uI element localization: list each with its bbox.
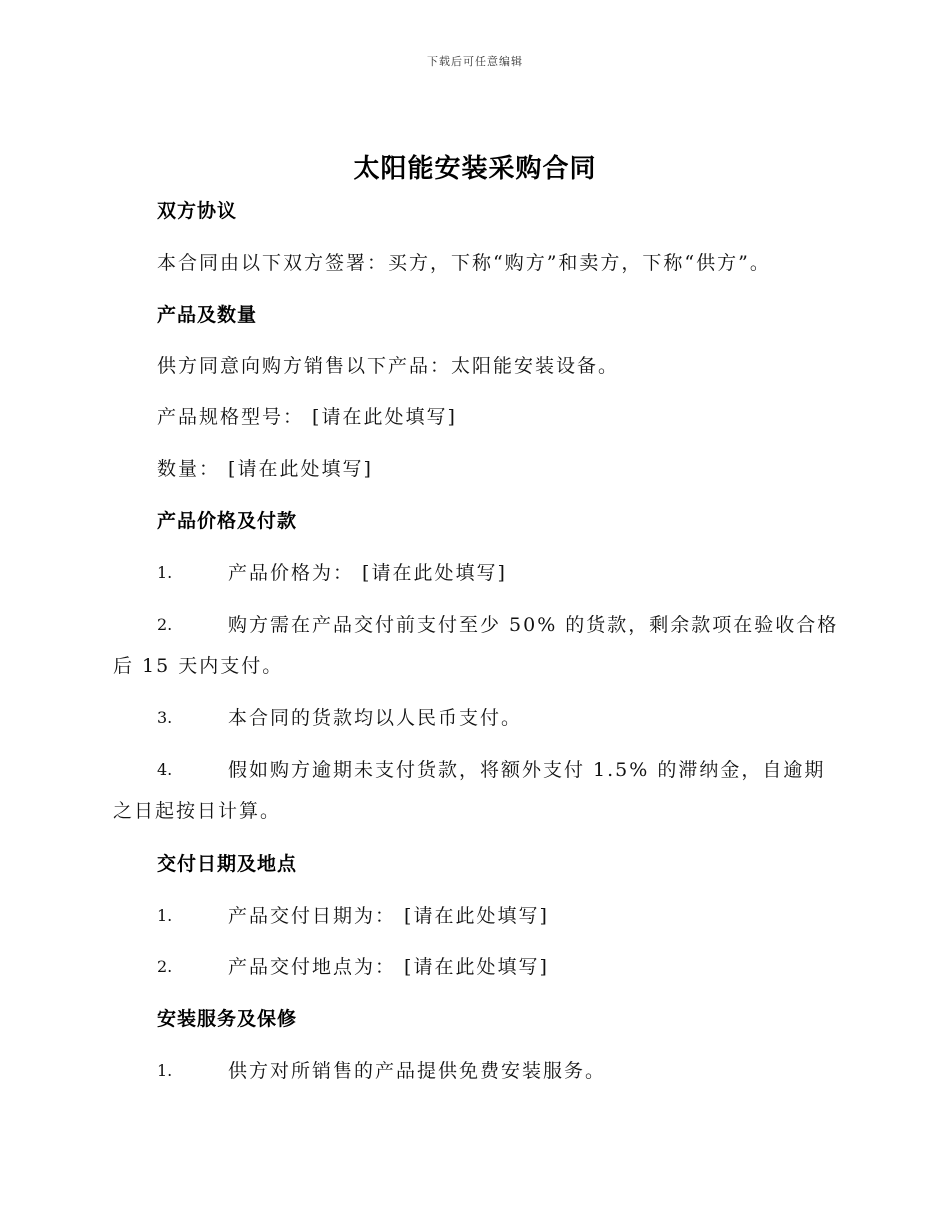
- page-header-note: 下载后可任意编辑: [427, 55, 523, 68]
- list-item-text: 供方对所销售的产品提供免费安装服务。: [228, 1060, 607, 1082]
- list-item-continuation: 后 15 天内支付。: [113, 655, 284, 677]
- section-heading-installation-warranty: 安装服务及保修: [157, 1008, 298, 1030]
- list-item-number: 1.: [157, 1061, 173, 1080]
- product-paragraph: 供方同意向购方销售以下产品：太阳能安装设备。: [157, 355, 620, 377]
- list-item-text: 购方需在产品交付前支付至少 50% 的货款，剩余款项在验收合格: [228, 614, 839, 636]
- section-heading-price-payment: 产品价格及付款: [157, 510, 298, 532]
- list-item-number: 1.: [157, 906, 173, 925]
- list-item-number: 3.: [157, 708, 173, 727]
- document-title: 太阳能安装采购合同: [353, 154, 597, 184]
- list-item-text: 产品交付地点为： [请在此处填写]: [228, 956, 549, 978]
- list-item-text: 本合同的货款均以人民币支付。: [228, 707, 523, 729]
- list-item-text: 产品价格为： [请在此处填写]: [228, 562, 507, 584]
- list-item-number: 4.: [157, 760, 173, 779]
- section-heading-delivery: 交付日期及地点: [157, 853, 298, 875]
- list-item-text: 产品交付日期为： [请在此处填写]: [228, 905, 549, 927]
- parties-paragraph: 本合同由以下双方签署：买方，下称“购方”和卖方，下称“供方”。: [157, 252, 771, 274]
- product-spec-field: 产品规格型号： [请在此处填写]: [157, 406, 457, 428]
- list-item-number: 2.: [157, 615, 173, 634]
- list-item-number: 2.: [157, 957, 173, 976]
- list-item-continuation: 之日起按日计算。: [113, 800, 282, 822]
- section-heading-product-quantity: 产品及数量: [157, 304, 258, 326]
- quantity-field: 数量： [请在此处填写]: [157, 458, 373, 480]
- section-heading-parties: 双方协议: [157, 200, 238, 222]
- list-item-number: 1.: [157, 563, 173, 582]
- list-item-text: 假如购方逾期未支付货款，将额外支付 1.5% 的滞纳金，自逾期: [228, 759, 826, 781]
